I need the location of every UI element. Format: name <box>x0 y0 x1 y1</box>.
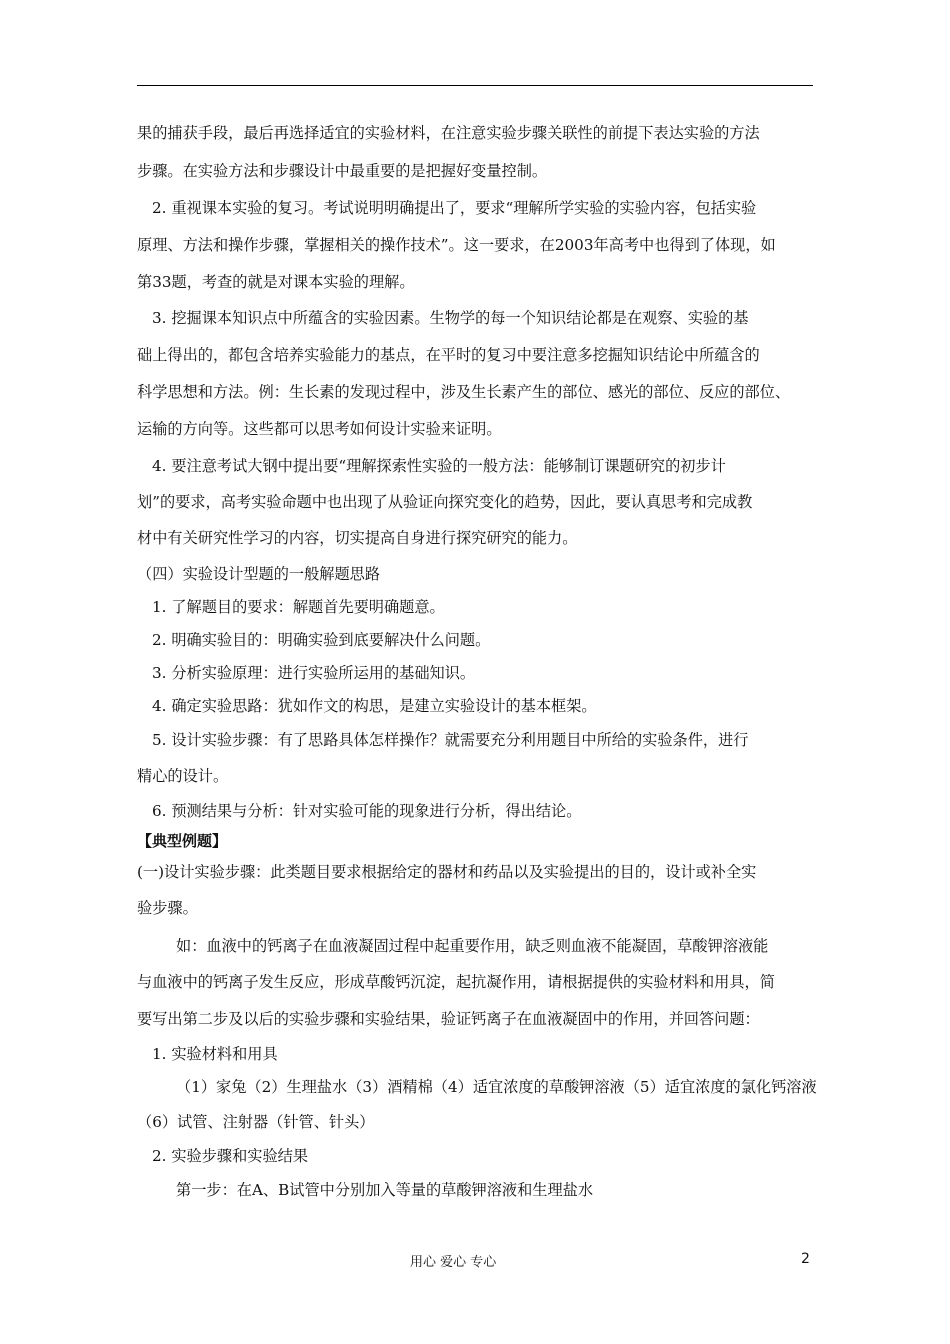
paragraph-line: 划”的要求，高考实验命题中也出现了从验证向探究变化的趋势，因此，要认真思考和完成教 <box>137 493 753 511</box>
materials-line: （6）试管、注射器（针管、针头） <box>137 1113 375 1131</box>
list-item: 1. 实验材料和用具 <box>152 1045 278 1063</box>
list-item: 3. 分析实验原理：进行实验所运用的基础知识。 <box>152 664 476 682</box>
section-title: 【典型例题】 <box>137 832 228 850</box>
list-item: 精心的设计。 <box>137 767 229 785</box>
list-item: 2. 实验步骤和实验结果 <box>152 1147 309 1165</box>
step-line: 第一步：在A、B试管中分别加入等量的草酸钾溶液和生理盐水 <box>176 1181 594 1199</box>
list-item: 1. 了解题目的要求：解题首先要明确题意。 <box>152 598 445 616</box>
materials-line: （1）家兔（2）生理盐水（3）酒精棉（4）适宜浓度的草酸钾溶液（5）适宜浓度的氯化钙溶液 <box>176 1078 817 1096</box>
list-item: 2. 明确实验目的：明确实验到底要解决什么问题。 <box>152 631 491 649</box>
list-item: 4. 确定实验思路：犹如作文的构思，是建立实验设计的基本框架。 <box>152 697 597 715</box>
paragraph-line: 步骤。在实验方法和步骤设计中最重要的是把握好变量控制。 <box>137 162 548 180</box>
paragraph-line: 与血液中的钙离子发生反应，形成草酸钙沉淀，起抗凝作用，请根据提供的实验材料和用具，简 <box>137 973 775 991</box>
paragraph-line: 3. 挖掘课本知识点中所蕴含的实验因素。生物学的每一个知识结论都是在观察、实验的基 <box>152 309 749 327</box>
paragraph-line: 验步骤。 <box>137 899 198 917</box>
paragraph-line: 运输的方向等。这些都可以思考如何设计实验来证明。 <box>137 420 502 438</box>
paragraph-line: 4. 要注意考试大钢中提出要“理解探索性实验的一般方法：能够制订课题研究的初步计 <box>152 457 726 475</box>
footer-text: 用心 爱心 专心 <box>410 1255 497 1270</box>
paragraph-line: (一)设计实验步骤：此类题目要求根据给定的器材和药品以及实验提出的目的，设计或补全实 <box>137 863 757 881</box>
page-number: 2 <box>801 1251 810 1267</box>
paragraph-line: 础上得出的，都包含培养实验能力的基点，在平时的复习中要注意多挖掘知识结论中所蕴含的 <box>137 346 760 364</box>
list-item: 5. 设计实验步骤：有了思路具体怎样操作？就需要充分利用题目中所给的实验条件，进行 <box>152 731 749 749</box>
list-item: 6. 预测结果与分析：针对实验可能的现象进行分析，得出结论。 <box>152 802 582 820</box>
paragraph-line: 科学思想和方法。例：生长素的发现过程中，涉及生长素产生的部位、感光的部位、反应的部位、 <box>137 383 791 401</box>
section-heading: （四）实验设计型题的一般解题思路 <box>137 565 380 583</box>
paragraph-line: 要写出第二步及以后的实验步骤和实验结果，验证钙离子在血液凝固中的作用，并回答问题： <box>137 1010 760 1028</box>
paragraph-line: 果的捕获手段，最后再选择适宜的实验材料，在注意实验步骤关联性的前提下表达实验的方法 <box>137 124 760 142</box>
paragraph-line: 如：血液中的钙离子在血液凝固过程中起重要作用，缺乏则血液不能凝固，草酸钾溶液能 <box>176 937 769 955</box>
paragraph-line: 2. 重视课本实验的复习。考试说明明确提出了，要求“理解所学实验的实验内容，包括实验 <box>152 199 757 217</box>
paragraph-line: 第33题，考查的就是对课本实验的理解。 <box>137 273 415 291</box>
paragraph-line: 材中有关研究性学习的内容，切实提高自身进行探究研究的能力。 <box>137 529 578 547</box>
paragraph-line: 原理、方法和操作步骤，掌握相关的操作技术”。这一要求，在2003年高考中也得到了体现，如 <box>137 236 776 254</box>
header-rule <box>137 85 813 86</box>
